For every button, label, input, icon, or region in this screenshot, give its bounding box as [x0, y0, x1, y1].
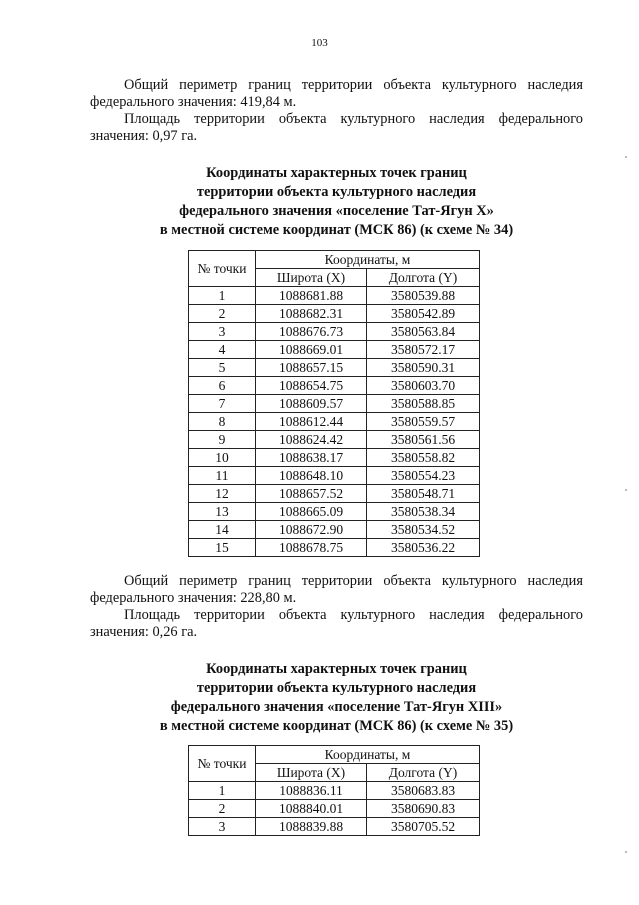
table-row	[189, 467, 480, 485]
table-row	[189, 323, 480, 341]
point-number-cell: 6	[189, 377, 256, 395]
latitude-cell: 1088682.31	[256, 305, 367, 323]
point-number-cell: 2	[189, 800, 256, 818]
header-point-number: № точки	[189, 251, 256, 287]
latitude-cell: 1088657.15	[256, 359, 367, 377]
point-number-cell: 15	[189, 539, 256, 557]
table-row	[189, 503, 480, 521]
point-number-cell: 1	[189, 287, 256, 305]
latitude-cell: 1088672.90	[256, 521, 367, 539]
latitude-cell: 1088612.44	[256, 413, 367, 431]
latitude-cell: 1088648.10	[256, 467, 367, 485]
longitude-cell: 3580705.52	[367, 818, 480, 836]
table-1-heading	[60, 164, 613, 240]
perimeter-line-2: федерального значения: 419,84 м.	[90, 94, 297, 110]
coordinates-table-2	[188, 745, 480, 836]
area-line-2: значения: 0,97 га.	[90, 128, 198, 144]
table-row	[189, 818, 480, 836]
point-number-cell: 1	[189, 782, 256, 800]
table-row	[189, 539, 480, 557]
table-header-row	[189, 251, 480, 269]
area-line-1: Площадь территории объекта культурного наследия федерального	[124, 111, 583, 127]
latitude-cell: 1088638.17	[256, 449, 367, 467]
header-longitude: Долгота (Y)	[367, 269, 480, 287]
scan-speck	[625, 851, 627, 853]
table-row	[189, 377, 480, 395]
header-longitude: Долгота (Y)	[367, 764, 480, 782]
header-latitude: Широта (X)	[256, 764, 367, 782]
area-line-2: значения: 0,26 га.	[90, 624, 198, 640]
latitude-cell: 1088839.88	[256, 818, 367, 836]
longitude-cell: 3580559.57	[367, 413, 480, 431]
table-row	[189, 800, 480, 818]
longitude-cell: 3580603.70	[367, 377, 480, 395]
longitude-cell: 3580683.83	[367, 782, 480, 800]
perimeter-line-2: федерального значения: 228,80 м.	[90, 590, 297, 606]
longitude-cell: 3580539.88	[367, 287, 480, 305]
coordinates-table-1	[188, 250, 480, 557]
longitude-cell: 3580572.17	[367, 341, 480, 359]
table-1-heading-line: федерального значения «поселение Тат-Ягун X»	[179, 203, 494, 219]
table-row	[189, 305, 480, 323]
longitude-cell: 3580542.89	[367, 305, 480, 323]
point-number-cell: 13	[189, 503, 256, 521]
longitude-cell: 3580536.22	[367, 539, 480, 557]
latitude-cell: 1088840.01	[256, 800, 367, 818]
longitude-cell: 3580554.23	[367, 467, 480, 485]
point-number-cell: 11	[189, 467, 256, 485]
longitude-cell: 3580558.82	[367, 449, 480, 467]
header-coordinates: Координаты, м	[256, 251, 480, 269]
point-number-cell: 12	[189, 485, 256, 503]
table-row	[189, 431, 480, 449]
latitude-cell: 1088681.88	[256, 287, 367, 305]
point-number-cell: 5	[189, 359, 256, 377]
table-2-heading-line: в местной системе координат (МСК 86) (к схеме № 35)	[159, 718, 514, 734]
header-latitude: Широта (X)	[256, 269, 367, 287]
table-row	[189, 521, 480, 539]
perimeter-paragraph-1	[90, 77, 583, 111]
scan-speck	[625, 156, 627, 158]
table-2-heading	[60, 660, 613, 736]
table-row	[189, 287, 480, 305]
longitude-cell: 3580561.56	[367, 431, 480, 449]
latitude-cell: 1088678.75	[256, 539, 367, 557]
point-number-cell: 4	[189, 341, 256, 359]
header-coordinates: Координаты, м	[256, 746, 480, 764]
table-2-heading-line: территории объекта культурного наследия	[196, 680, 477, 696]
longitude-cell: 3580588.85	[367, 395, 480, 413]
area-paragraph-2	[90, 607, 583, 641]
point-number-cell: 3	[189, 323, 256, 341]
longitude-cell: 3580538.34	[367, 503, 480, 521]
table-1-heading-line: Координаты характерных точек границ	[206, 165, 467, 181]
table-header-row	[189, 746, 480, 764]
longitude-cell: 3580563.84	[367, 323, 480, 341]
point-number-cell: 14	[189, 521, 256, 539]
table-row	[189, 782, 480, 800]
table-1-heading-line: территории объекта культурного наследия	[196, 184, 477, 200]
latitude-cell: 1088669.01	[256, 341, 367, 359]
latitude-cell: 1088665.09	[256, 503, 367, 521]
table-row	[189, 395, 480, 413]
longitude-cell: 3580690.83	[367, 800, 480, 818]
table-row	[189, 413, 480, 431]
table-row	[189, 341, 480, 359]
latitude-cell: 1088609.57	[256, 395, 367, 413]
latitude-cell: 1088676.73	[256, 323, 367, 341]
point-number-cell: 10	[189, 449, 256, 467]
table-row	[189, 485, 480, 503]
table-2-heading-line: Координаты характерных точек границ	[206, 661, 467, 677]
point-number-cell: 7	[189, 395, 256, 413]
table-2-heading-line: федерального значения «поселение Тат-Ягун XIII»	[170, 699, 503, 715]
latitude-cell: 1088624.42	[256, 431, 367, 449]
latitude-cell: 1088654.75	[256, 377, 367, 395]
area-line-1: Площадь территории объекта культурного наследия федерального	[124, 607, 583, 623]
table-1-heading-line: в местной системе координат (МСК 86) (к схеме № 34)	[159, 222, 514, 238]
latitude-cell: 1088836.11	[256, 782, 367, 800]
longitude-cell: 3580548.71	[367, 485, 480, 503]
point-number-cell: 9	[189, 431, 256, 449]
table-row	[189, 449, 480, 467]
page-number: 103	[311, 37, 328, 49]
header-point-number: № точки	[189, 746, 256, 782]
scan-speck	[625, 489, 627, 491]
point-number-cell: 8	[189, 413, 256, 431]
point-number-cell: 3	[189, 818, 256, 836]
longitude-cell: 3580534.52	[367, 521, 480, 539]
longitude-cell: 3580590.31	[367, 359, 480, 377]
table-row	[189, 359, 480, 377]
perimeter-line-1: Общий периметр границ территории объекта культурного наследия	[124, 77, 583, 93]
latitude-cell: 1088657.52	[256, 485, 367, 503]
point-number-cell: 2	[189, 305, 256, 323]
perimeter-paragraph-2	[90, 573, 583, 607]
perimeter-line-1: Общий периметр границ территории объекта культурного наследия	[124, 573, 583, 589]
area-paragraph-1	[90, 111, 583, 145]
